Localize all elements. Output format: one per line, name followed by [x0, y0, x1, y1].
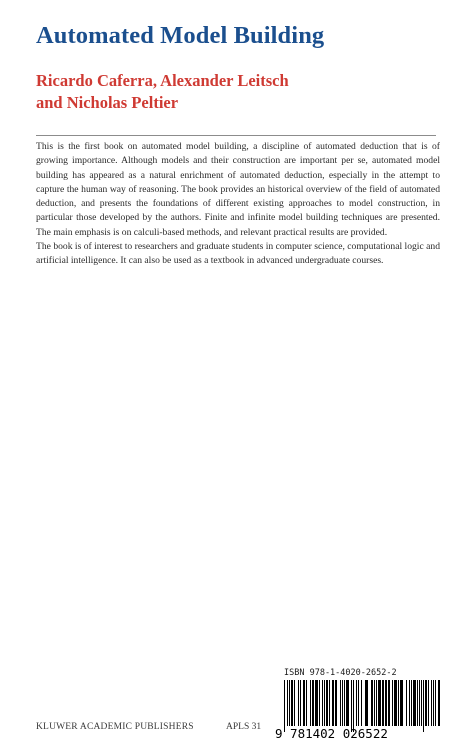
barcode-bar: [385, 680, 387, 726]
barcode-bar: [394, 680, 397, 726]
barcode-bar: [435, 680, 436, 726]
barcode-bar: [303, 680, 305, 726]
barcode-bar: [376, 680, 377, 726]
barcode-bar: [322, 680, 323, 726]
barcode-bar: [351, 680, 352, 732]
barcode-bar: [361, 680, 362, 726]
barcode-bar: [428, 680, 429, 726]
divider: [36, 135, 436, 136]
barcode-bar: [342, 680, 343, 726]
barcode-bar: [438, 680, 440, 726]
barcode-bar: [371, 680, 373, 726]
barcode-bar: [419, 680, 420, 726]
barcode-bar: [398, 680, 399, 726]
barcode-bar: [421, 680, 422, 726]
barcode-bar: [406, 680, 407, 726]
barcode-bar: [289, 680, 290, 726]
series-number: APLS 31: [226, 722, 262, 732]
barcode-bar: [287, 680, 288, 726]
barcode-bar: [365, 680, 368, 726]
barcode-bar: [312, 680, 314, 726]
description-paragraph-2: The book is of interest to researchers and graduate students in computer science, computational logic and artificial intelligence. It can also be used as a textbook in advanced undergraduate courses.: [36, 241, 440, 267]
barcode-bar: [306, 680, 307, 726]
book-title: Automated Model Building: [36, 22, 325, 49]
barcode-bar: [300, 680, 301, 726]
isbn-barcode: [270, 680, 445, 740]
barcode-bar: [319, 680, 320, 726]
barcode-bar: [344, 680, 345, 726]
barcode-bar: [356, 680, 357, 726]
barcode-bar: [425, 680, 427, 726]
barcode-bar: [374, 680, 375, 726]
barcode-bar: [358, 680, 359, 726]
barcode-digits: 9 781402 026522: [275, 726, 388, 740]
barcode-bar: [382, 680, 384, 726]
barcode-bar: [284, 680, 285, 732]
authors-line-1: Ricardo Caferra, Alexander Leitsch: [36, 71, 289, 90]
description-paragraph-1: This is the first book on automated model building, a discipline of automated deduction that is of growing importance. Although models and their construction are important per se, automated model building has appeared as a natural enrichment of automated deduction, especially in the attempt to capture the human way of reasoning. The book provides an historical overview of the field of automated deduction, and presents the foundations of different existing approaches to model construction, in particular those developed by the authors. Finite and infinite model building techniques are presented. The main emphasis is on calculi-based methods, and relevant practical results are provided.: [36, 141, 440, 238]
barcode-bar: [291, 680, 293, 726]
barcode-bar: [340, 680, 341, 726]
barcode-bar: [298, 680, 299, 726]
barcode-bar: [392, 680, 393, 726]
barcode-bar: [431, 680, 432, 726]
barcode-bar: [332, 680, 334, 726]
barcode-bar: [413, 680, 416, 726]
barcode-bar: [388, 680, 390, 726]
book-description: [36, 140, 440, 269]
barcode-bar: [324, 680, 325, 726]
publisher-name: KLUWER ACADEMIC PUBLISHERS: [36, 722, 194, 732]
barcode-bar: [417, 680, 418, 726]
barcode-bar: [378, 680, 381, 726]
barcode-bar: [294, 680, 295, 726]
barcode-bar: [411, 680, 412, 726]
barcode-bar: [346, 680, 349, 726]
barcode-bar: [433, 680, 434, 726]
authors: [36, 70, 289, 114]
barcode-bar: [400, 680, 403, 726]
barcode-bar: [409, 680, 410, 726]
barcode-bar: [326, 680, 328, 726]
barcode-bar: [335, 680, 337, 726]
barcode-bar: [353, 680, 354, 732]
barcode-bar: [423, 680, 424, 732]
barcode-bar: [310, 680, 311, 726]
barcode-bars: [284, 680, 440, 732]
barcode-bar: [315, 680, 318, 726]
authors-line-2: and Nicholas Peltier: [36, 93, 179, 112]
barcode-bar: [329, 680, 330, 726]
isbn-label: ISBN 978-1-4020-2652-2: [284, 668, 397, 678]
